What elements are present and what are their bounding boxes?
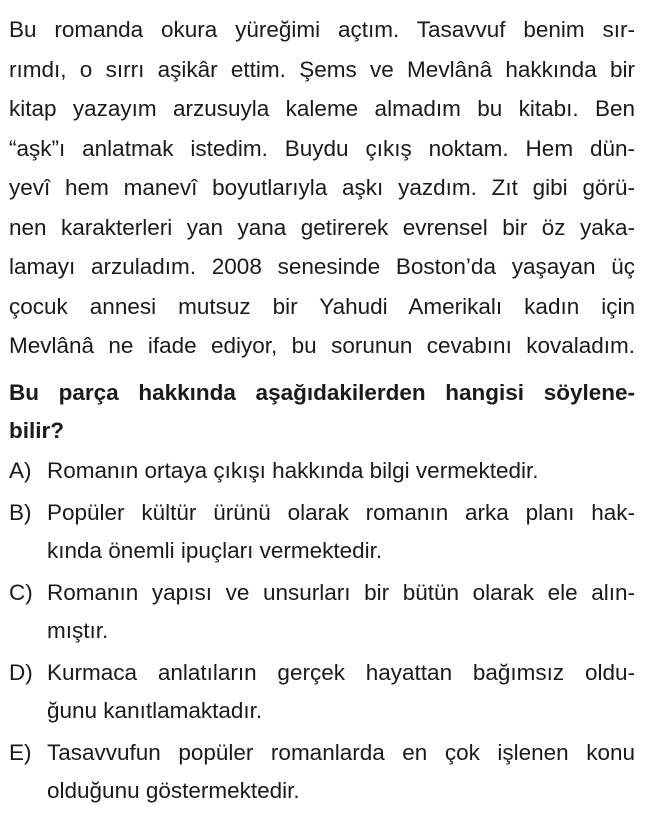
passage-line: “aşk”ı anlatmak istedim. Buydu çıkış noktam. Hem dün- (9, 135, 635, 161)
passage (9, 10, 635, 366)
passage-line: nen karakterleri yan yana getirerek evrensel bir öz yaka- (9, 214, 635, 240)
question-line: Bu parça hakkında aşağıdakilerden hangisi söylene- (9, 379, 635, 405)
option-text (47, 452, 635, 490)
passage-line: çocuk annesi mutsuz bir Yahudi Amerikalı kadın için (9, 293, 635, 319)
passage-line: Mevlânâ ne ifade ediyor, bu sorunun cevabını kovaladım. (9, 333, 635, 358)
option-letter: C) (9, 579, 33, 605)
option-text (47, 574, 635, 650)
option-e[interactable] (9, 734, 635, 810)
option-a[interactable] (9, 452, 635, 490)
option-line: Popüler kültür ürünü olarak romanın arka planı hak- (47, 499, 635, 525)
passage-line: lamayı arzuladım. 2008 senesinde Boston’da yaşayan üç (9, 254, 635, 279)
option-line: Romanın yapısı ve unsurları bir bütün olarak ele alın- (47, 579, 635, 605)
option-c[interactable] (9, 574, 635, 650)
passage-line: rımdı, o sırrı aşikâr ettim. Şems ve Mevlânâ hakkında bir (9, 56, 635, 82)
question-stem (9, 374, 635, 450)
option-letter: E) (9, 739, 32, 765)
option-letter: B) (9, 499, 32, 525)
option-line: Romanın ortaya çıkışı hakkında bilgi vermektedir. (47, 457, 539, 483)
passage-line: kitap yazayım arzusuyla kaleme almadım bu kitabı. Ben (9, 96, 635, 121)
passage-line: Bu romanda okura yüreğimi açtım. Tasavvuf benim sır- (9, 17, 635, 42)
option-line: ğunu kanıtlamaktadır. (47, 697, 263, 723)
answer-options (9, 452, 635, 810)
option-letter: A) (9, 457, 32, 483)
option-line: Kurmaca anlatıların gerçek hayattan bağımsız oldu- (47, 659, 635, 685)
option-line: mıştır. (47, 617, 109, 643)
option-line: olduğunu göstermektedir. (47, 777, 300, 803)
option-line: Tasavvufun popüler romanlarda en çok işlenen konu (47, 739, 635, 765)
option-line: kında önemli ipuçları vermektedir. (47, 537, 383, 563)
option-text (47, 494, 635, 570)
option-text (47, 734, 635, 810)
question-line: bilir? (9, 417, 64, 443)
option-text (47, 654, 635, 730)
option-b[interactable] (9, 494, 635, 570)
option-letter: D) (9, 659, 33, 685)
option-d[interactable] (9, 654, 635, 730)
passage-line: yevî hem manevî boyutlarıyla aşkı yazdım. Zıt gibi görü- (9, 175, 635, 200)
